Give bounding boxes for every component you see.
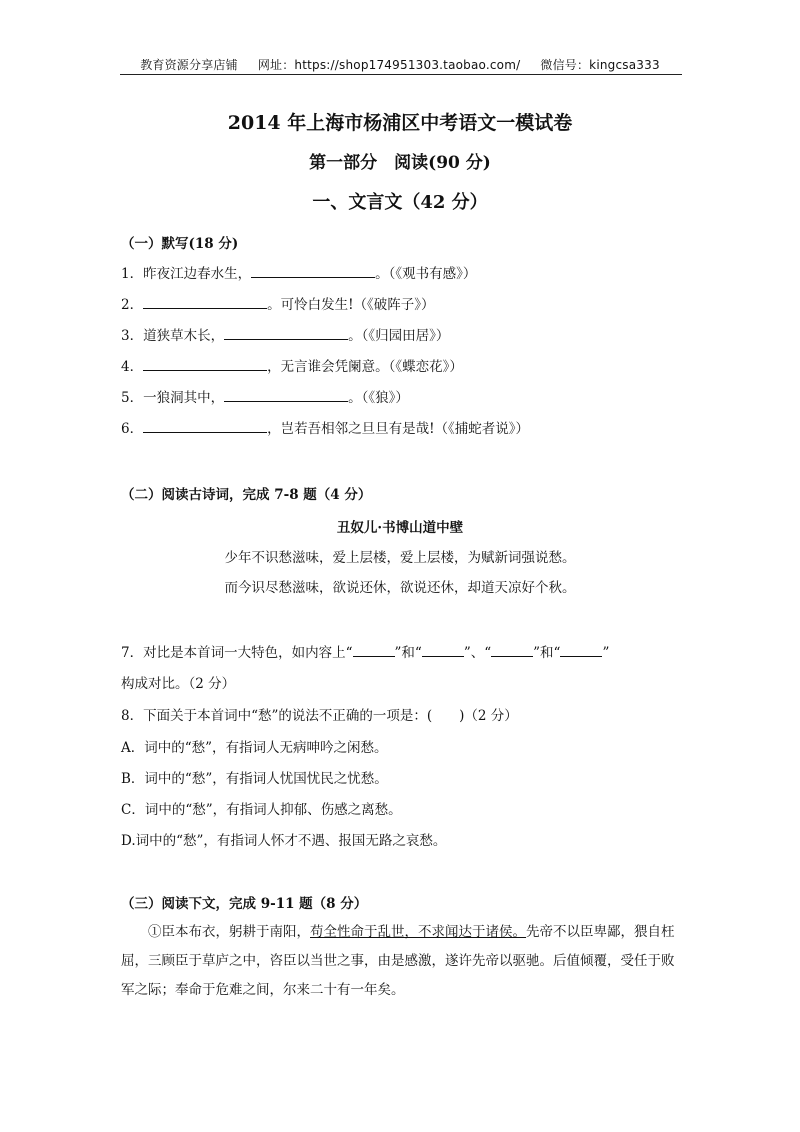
q3-blank xyxy=(224,327,348,340)
q6-pre: 6． xyxy=(121,421,144,437)
q1-blank xyxy=(251,265,375,278)
header-divider xyxy=(120,74,682,75)
passage-rest: 先帝不以臣卑鄙，猥自枉屈，三顾臣于草庐之中，咨臣以当世之事，由是感激，遂许先帝以驱驰。后值倾覆，受任于败军之际；奉命于危难之间，尔来二十有一年矣。 xyxy=(121,924,675,998)
q3-pre: 3．道狭草木长， xyxy=(121,328,225,344)
exam-title: 2014 年上海市杨浦区中考语文一模试卷 xyxy=(227,112,573,134)
q7-a: 7．对比是本首词一大特色，如内容上“ xyxy=(121,645,353,661)
q8-option-a: A．词中的“愁”，有指词人无病呻吟之闲愁。 xyxy=(121,740,388,756)
passage-start: ①臣本布衣，躬耕于南阳， xyxy=(148,924,310,940)
poem-title: 丑奴儿·书博山道中壁 xyxy=(336,520,464,536)
q4-pre: 4． xyxy=(121,359,144,375)
header-wechat: 微信号：kingcsa333 xyxy=(540,58,660,72)
q4-post: ，无言谁会凭阑意。（《蝶恋花》） xyxy=(267,359,463,375)
q2 xyxy=(121,293,435,313)
q8-option-b: B．词中的“愁”，有指词人忧国忧民之忧愁。 xyxy=(121,771,388,787)
poem-line-1: 少年不识愁滋味，爱上层楼，爱上层楼，为赋新词强说愁。 xyxy=(224,550,576,566)
q6-blank xyxy=(143,420,267,433)
q7 xyxy=(121,641,609,661)
header-shop: 教育资源分享店铺 xyxy=(140,58,238,72)
s3-passage xyxy=(121,918,681,1005)
q3 xyxy=(121,324,449,344)
q4-blank xyxy=(143,358,267,371)
q2-post: 。可怜白发生!（《破阵子》） xyxy=(267,297,435,313)
passage-underlined: 苟全性命于乱世，不求闻达于诸侯。 xyxy=(310,924,526,940)
q8-option-d: D.词中的“愁”，有指词人怀才不遇、报国无路之哀愁。 xyxy=(121,833,447,849)
q7-blank-3 xyxy=(491,644,533,657)
s1-heading: （一）默写(18 分) xyxy=(121,236,239,252)
q5-post: 。（《狼》） xyxy=(348,390,409,406)
q7-d: ”和“ xyxy=(533,645,561,661)
q3-post: 。（《归园田居》） xyxy=(348,328,450,344)
q7-c: ”、“ xyxy=(463,645,492,661)
part-heading: 第一部分 阅读(90 分) xyxy=(309,153,491,173)
poem-line-2: 而今识尽愁滋味，欲说还休，欲说还休，却道天凉好个秋。 xyxy=(224,580,576,596)
q4 xyxy=(121,355,463,375)
q8-option-c: C．词中的“愁”，有指词人抑郁、伤感之离愁。 xyxy=(121,802,402,818)
q7-e: ” xyxy=(602,645,610,661)
q7-continued: 构成对比。（2 分） xyxy=(121,676,236,692)
q7-blank-4 xyxy=(560,644,602,657)
q7-blank-2 xyxy=(422,644,464,657)
q7-b: ”和“ xyxy=(394,645,422,661)
q1 xyxy=(121,262,476,282)
q1-pre: 1．昨夜江边春水生， xyxy=(121,266,252,282)
page-header xyxy=(120,56,680,73)
q2-pre: 2． xyxy=(121,297,144,313)
s3-heading: （三）阅读下文，完成 9-11 题（8 分） xyxy=(121,896,368,912)
header-url: 网址：https://shop174951303.taobao.com/ xyxy=(257,58,521,72)
q2-blank xyxy=(143,296,267,309)
q1-post: 。（《观书有感》） xyxy=(375,266,477,282)
q7-blank-1 xyxy=(353,644,395,657)
section-heading: 一、文言文（42 分） xyxy=(312,192,488,213)
q6 xyxy=(121,417,529,437)
s2-heading: （二）阅读古诗词，完成 7-8 题（4 分） xyxy=(121,487,372,503)
q6-post: ，岂若吾相邻之旦旦有是哉!（《捕蛇者说》） xyxy=(267,421,530,437)
q5-blank xyxy=(224,389,348,402)
q8: 8．下面关于本首词中“愁”的说法不正确的一项是：( )（2 分） xyxy=(121,708,518,724)
q5 xyxy=(121,386,409,406)
q5-pre: 5．一狼洞其中， xyxy=(121,390,225,406)
